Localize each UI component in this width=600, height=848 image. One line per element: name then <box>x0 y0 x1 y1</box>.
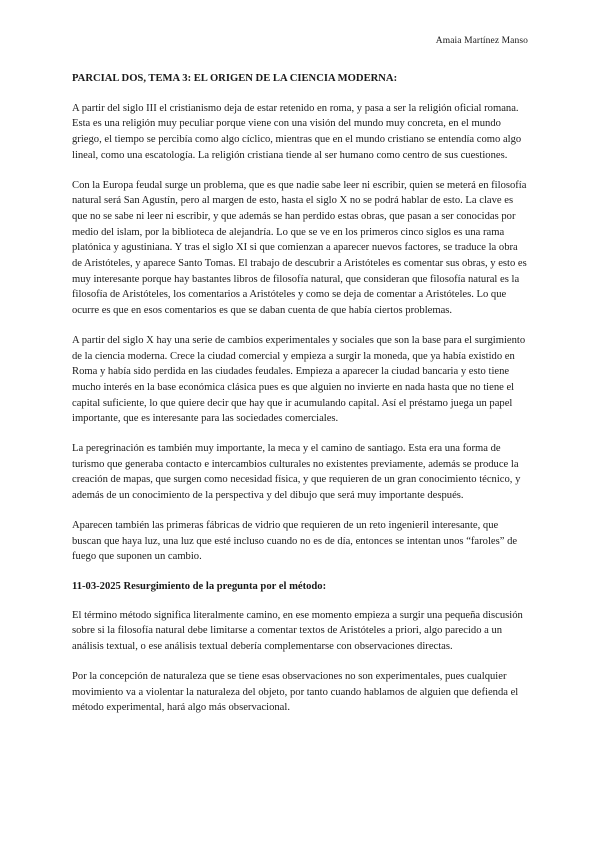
paragraph: Aparecen también las primeras fábricas de vidrio que requieren de un reto ingenieril interesante, que buscan que haya luz, una luz que esté incluso cuando no es de día, entonces se intentan unos “faroles” de fuego que suponen un cambio. <box>72 519 518 563</box>
paragraph: La peregrinación es también muy importante, la meca y el camino de santiago. Esta era una forma de turismo que generaba contacto e intercambios culturales no existentes previamente, además se produce la creación de mapas, que surgen como necesidad física, y que requieren de un gran conocimiento técnico, y además de un conocimiento de la perspectiva y del dibujo que será muy importante después. <box>72 443 521 502</box>
section-heading: 11-03-2025 Resurgimiento de la pregunta por el método: <box>72 580 327 592</box>
paragraph: A partir del siglo III el cristianismo deja de estar retenido en roma, y pasa a ser la religión oficial romana. Esta es una religión muy peculiar porque viene con una visión del mundo muy concreta, en el mundo griego, el tiempo se percibía como algo cíclico, mientras que en el mundo cristiano se entendía como algo lineal, como una escatología. La religión cristiana tiende al ser humano como centro de sus cuestiones. <box>72 102 522 161</box>
paragraph: A partir del siglo X hay una serie de cambios experimentales y sociales que son la base para el surgimiento de la ciencia moderna. Crece la ciudad comercial y empieza a surgir la moneda, que ya había existido en Roma y había sido perdida en las ciudades feudales. Empieza a aparecer la ciudad bancaria y esto tiene mucho interés en la base económica clásica pues es que alguien no invierte en nada hasta que no tiene el capital suficiente, lo que quiere decir que hay que ir acumulando capital. Así el préstamo juega un papel importante, que es interesante para las sociedades comerciales. <box>72 334 526 425</box>
document-title: PARCIAL DOS, TEMA 3: EL ORIGEN DE LA CIENCIA MODERNA: <box>72 73 398 84</box>
paragraph: Por la concepción de naturaleza que se tiene esas observaciones no son experimentales, pues cualquier movimiento va a violentar la naturaleza del objeto, por tanto cuando hablamos de alguien que defienda el método experimental, hará algo más observacional. <box>72 670 519 714</box>
paragraph: Con la Europa feudal surge un problema, que es que nadie sabe leer ni escribir, quien se meterá en filosofía natural será San Agustín, pero al margen de esto, hasta el siglo X no se podrá hablar de esto. La clave es que no se sabe ni leer ni escribir, y que además se han perdido estas obras, que pasan a ser conocidas por medio del islam, por la biblioteca de alejandría. Lo que se ve en los primeros cinco siglos es una rama platónica y agustiniana. Y tras el siglo XI si que comienzan a aparecer nuevos factores, se traduce la obra de Aristóteles, y aparece Santo Tomas. El trabajo de descubrir a Aristóteles es comentar sus obras, y esto es muy interesante porque hay bastantes libros de filosofía natural, que consideran que filosofía natural es la filosofía de Aristóteles, los comentarios a Aristóteles y como se deja de comentar a Aristóteles. Lo que ocurre es que en esos comentarios es que se daban cuenta de que había ciertos problemas. <box>72 179 527 317</box>
document-body <box>72 71 530 730</box>
paragraph: El término método significa literalmente camino, en ese momento empieza a surgir una pequeña discusión sobre si la filosofía natural debe limitarse a comentar textos de Aristóteles a priori, algo parecido a un análisis textual, o ese análisis textual debería complementarse con observaciones directas. <box>72 609 523 653</box>
author-header: Amaia Martínez Manso <box>435 36 528 46</box>
